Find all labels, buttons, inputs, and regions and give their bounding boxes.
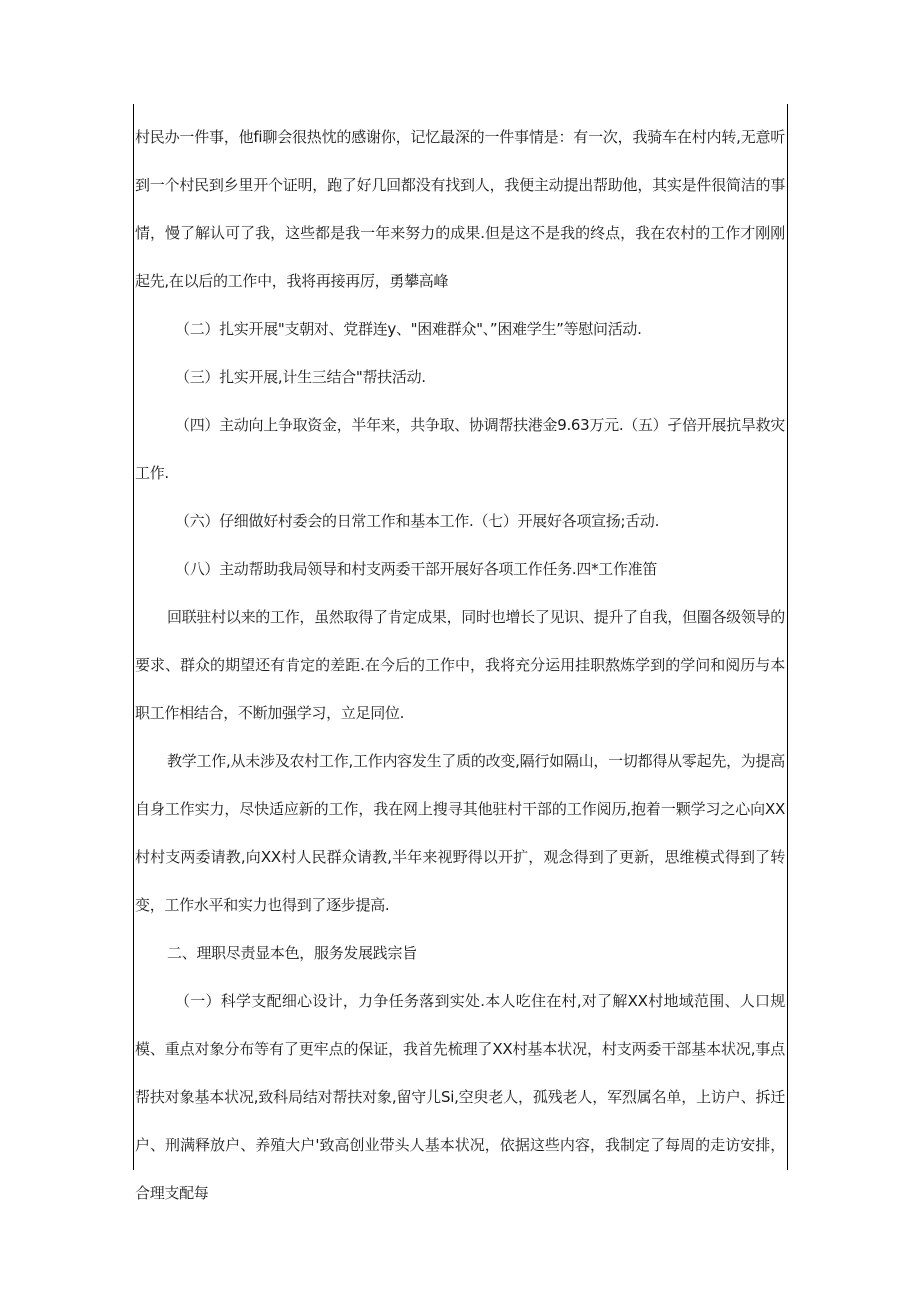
paragraph-teaching-work: 教学工作,从未涉及农村工作,工作内容发生了质的改变,隔行如隔山，一切都得从零起先，为提高自身工作实力，尽快适应新的工作，我在网上搜寻其他驻村干部的工作阅历,抱着一颗学习之心向XX村村支两委请教,向XX村人民群众请教,半年来视野得以开扩，观念得到了更新，思维模式得到了转变，工作水平和实力也得到了逐步提高. — [135, 752, 785, 914]
paragraph-item-two: （二）扎实开展"支朝对、党群连y、"困难群众"、”困难学生”等慰问活动. — [175, 320, 642, 338]
paragraph-review: 回联驻村以来的工作，虽然取得了肯定成果，同时也增长了见识、提升了自我，但圈各级领导的要求、群众的期望还有肯定的差距.在今后的工作中，我将充分运用挂职熬炼学到的学问和阅历与本职工作相结合，不断加强学习，立足同位. — [135, 608, 785, 722]
right-margin-rule — [787, 104, 788, 1170]
left-margin-rule — [133, 104, 134, 1170]
paragraph-item-one-planning: （一）科学支配细心设计，力争任务落到实处.本人吃住在村,对了解XX村地域范围、人口规模、重点对象分布等有了更牢点的保证，我首先梳理了XX村基本状况，村支两委干部基本状况,事点帮扶对象基本状况,致科局结对帮扶对象,留守儿Si,空臾老人，孤残老人，军烈属名单，上访户、拆迁户、刑满释放户、养殖大户'致高创业带头人基本状况，依据这些内容，我制定了每周的走访安排，合理支配每 — [135, 992, 785, 1202]
paragraph-item-eight: （八）主动帮助我局领导和村支两委干部开展好各项工作任务.四*工作准笛 — [175, 560, 658, 578]
paragraph-item-four-five: （四）主动向上争取资金，半年来，共争取、协调帮扶港金9.63万元.（五）孑倍开展抗旱救灾工作. — [135, 416, 785, 482]
paragraph-item-three: （三）扎实开展,计生三结合"帮扶活动. — [175, 368, 426, 386]
paragraph-item-six-seven: （六）仔细做好村委会的日常工作和基本工作.（七）开展好各项宣扬;舌动. — [175, 512, 660, 530]
document-body — [135, 113, 785, 1217]
paragraph-continuation: 村民办一件事，他fi聊会很热忱的感谢你，记忆最深的一件事情是：有一次，我骑车在村内转,无意听到一个村民到乡里开个证明，跑了好几回都没有找到人，我便主动提出帮助他，其实是件很简洁的事情，慢了解认可了我，这些都是我一年来努力的成果.但是这不是我的终点，我在农村的工作才刚刚起先,在以后的工作中，我将再接再厉，勇攀高峰 — [135, 128, 785, 290]
section-heading-two: 二、理职尽责显本色，服务发展践宗旨 — [167, 944, 417, 962]
